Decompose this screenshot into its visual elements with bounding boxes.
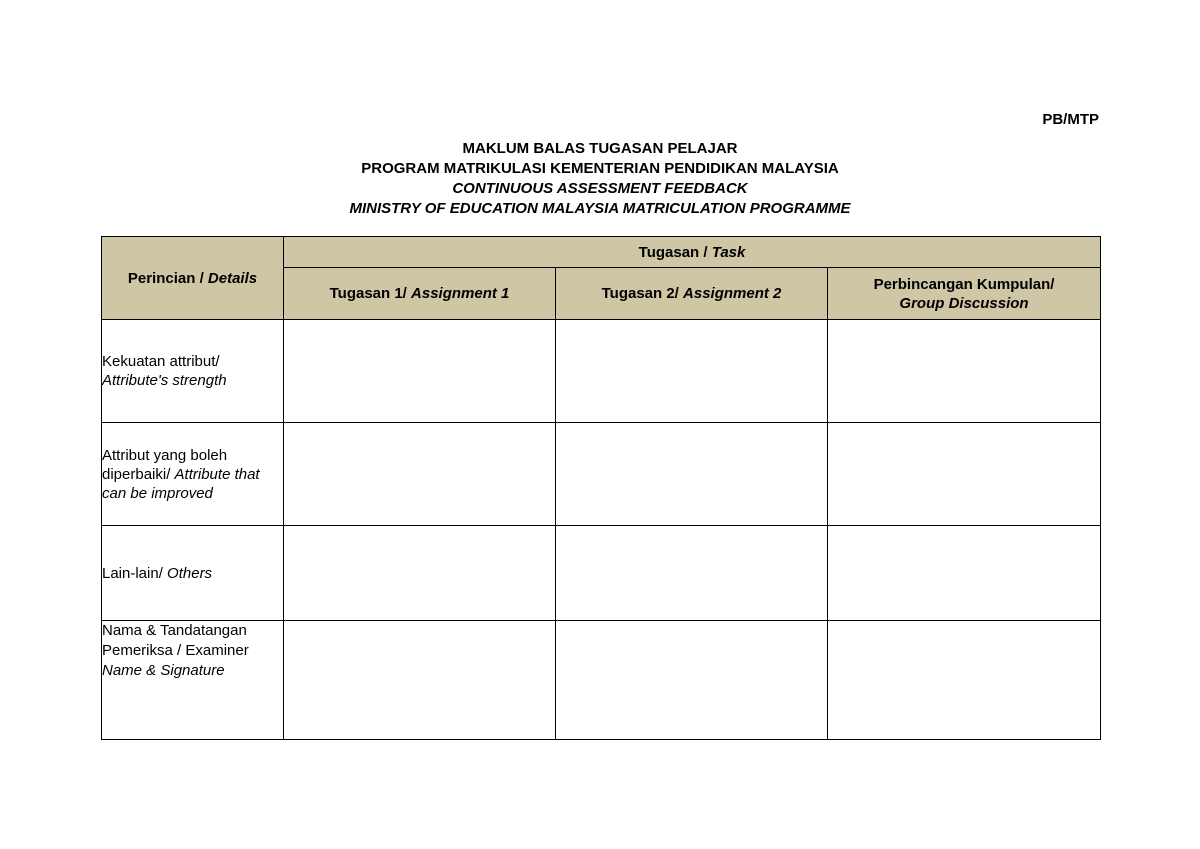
header-assignment-1-english: Assignment 1 bbox=[411, 285, 510, 302]
cell-examiner-assignment-2[interactable] bbox=[556, 621, 828, 740]
cell-improvable-group-discussion[interactable] bbox=[828, 423, 1101, 526]
table-row bbox=[102, 320, 1101, 423]
header-details-english: Details bbox=[207, 269, 258, 287]
table-row bbox=[102, 423, 1101, 526]
header-assignment-1-malay: Tugasan 1/ bbox=[329, 285, 412, 302]
title-program-english: MINISTRY OF EDUCATION MALAYSIA MATRICULATION PROGRAMME bbox=[349, 200, 851, 217]
header-task bbox=[284, 237, 1101, 268]
header-group-discussion-malay: Perbincangan Kumpulan/ bbox=[873, 275, 1055, 293]
header-assignment-2 bbox=[556, 268, 828, 320]
cell-improvable-assignment-2[interactable] bbox=[556, 423, 828, 526]
cell-improvable-assignment-1[interactable] bbox=[284, 423, 556, 526]
row-label-improvable-malay: Attribut yang boleh diperbaiki/ bbox=[102, 446, 228, 483]
title-english: CONTINUOUS ASSESSMENT FEEDBACK bbox=[452, 180, 748, 197]
table-header-row bbox=[102, 237, 1101, 268]
title-block bbox=[0, 139, 1200, 219]
row-label-improvable bbox=[102, 423, 284, 526]
cell-others-assignment-1[interactable] bbox=[284, 526, 556, 621]
table-row bbox=[102, 526, 1101, 621]
header-details-malay: Perincian / bbox=[127, 269, 208, 287]
cell-others-group-discussion[interactable] bbox=[828, 526, 1101, 621]
header-group-discussion-english: Group Discussion bbox=[899, 294, 1029, 312]
row-label-others-english: Others bbox=[167, 564, 213, 582]
header-task-malay: Tugasan / bbox=[638, 243, 712, 261]
cell-others-assignment-2[interactable] bbox=[556, 526, 828, 621]
table-row bbox=[102, 621, 1101, 740]
cell-strength-assignment-2[interactable] bbox=[556, 320, 828, 423]
row-label-others bbox=[102, 526, 284, 621]
row-label-examiner bbox=[102, 621, 284, 740]
row-label-others-malay: Lain-lain/ bbox=[102, 564, 168, 582]
row-label-strength-english: Attribute's strength bbox=[102, 372, 227, 389]
header-details bbox=[102, 237, 284, 320]
feedback-table bbox=[101, 236, 1101, 740]
header-task-english: Task bbox=[711, 243, 746, 261]
row-label-strength-malay: Kekuatan attribut/ bbox=[102, 353, 220, 370]
row-label-improvable-english: Attribute that can be improved bbox=[102, 465, 260, 502]
header-assignment-1 bbox=[284, 268, 556, 320]
header-assignment-2-malay: Tugasan 2/ bbox=[601, 285, 684, 302]
row-label-examiner-english: Name & Signature bbox=[102, 662, 225, 679]
cell-examiner-assignment-1[interactable] bbox=[284, 621, 556, 740]
cell-examiner-group-discussion[interactable] bbox=[828, 621, 1101, 740]
document-code: PB/MTP bbox=[1042, 111, 1099, 128]
cell-strength-group-discussion[interactable] bbox=[828, 320, 1101, 423]
cell-strength-assignment-1[interactable] bbox=[284, 320, 556, 423]
row-label-strength bbox=[102, 320, 284, 423]
row-label-examiner-malay: Nama & Tandatangan Pemeriksa / Examiner bbox=[102, 622, 249, 659]
header-assignment-2-english: Assignment 2 bbox=[683, 285, 782, 302]
title-malay: MAKLUM BALAS TUGASAN PELAJAR bbox=[462, 140, 738, 157]
title-program-malay: PROGRAM MATRIKULASI KEMENTERIAN PENDIDIKAN MALAYSIA bbox=[361, 160, 839, 177]
header-group-discussion bbox=[828, 268, 1101, 320]
